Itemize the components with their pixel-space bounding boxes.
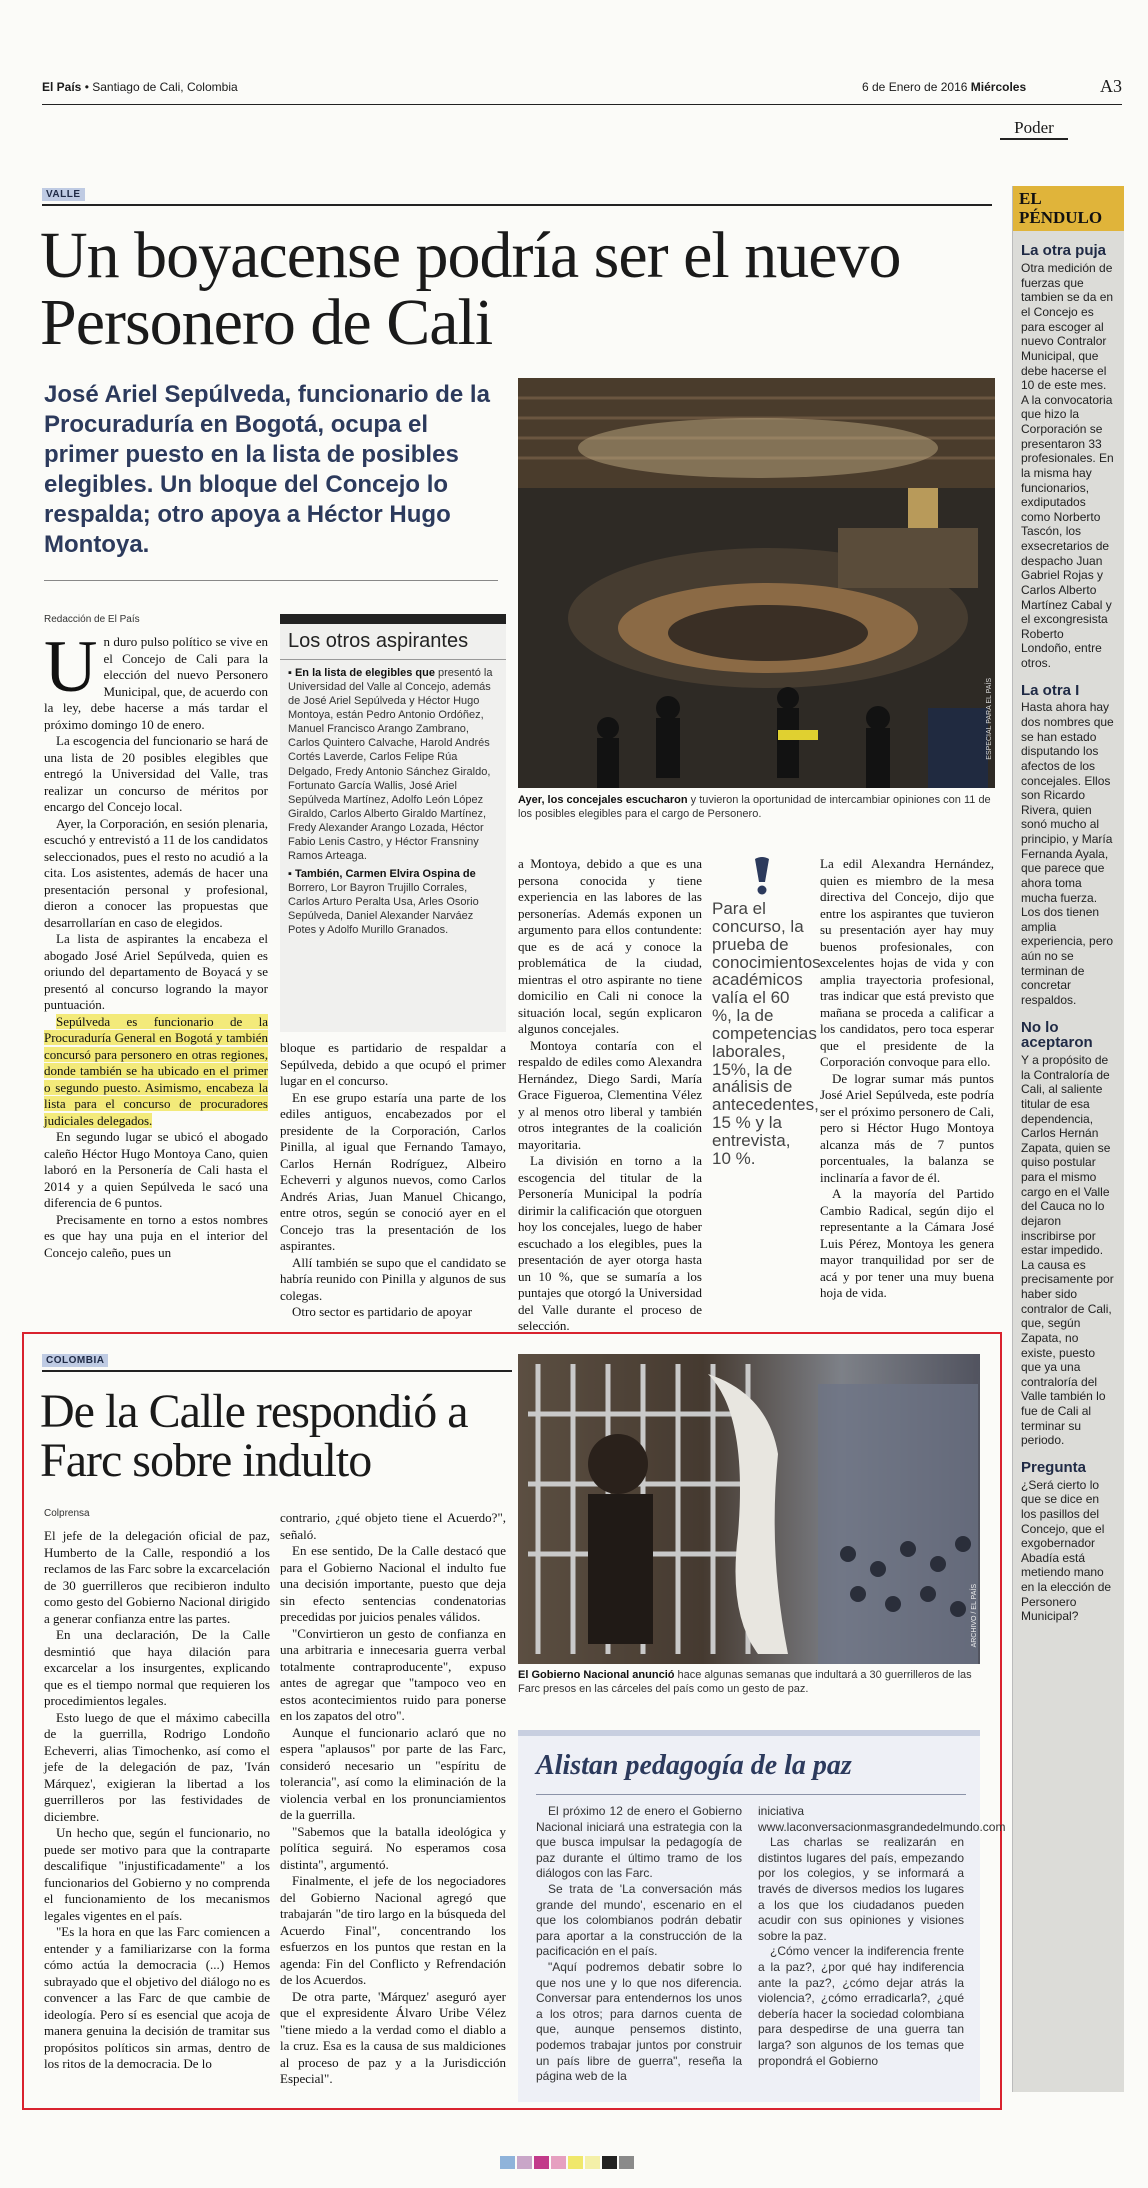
farc-paragraph: "Sabemos que la batalla ideológica y política seguirá. No esperamos cosa distinta", argumentó. (280, 1823, 506, 1872)
prison-photo (518, 1354, 980, 1664)
section-flag-valle: VALLE (42, 188, 85, 201)
masthead-left (42, 80, 238, 94)
sidebar-item-2-lead: ▪ También, Carmen Elvira Ospina de (288, 868, 476, 881)
lead-column-2 (280, 1040, 506, 1321)
council-chamber-illustration (518, 378, 995, 788)
pendulo-heading: La otra I (1021, 681, 1080, 699)
date: 6 de Enero de 2016 (862, 80, 968, 94)
lead-paragraph: De lograr sumar más puntos José Ariel Sepúlveda, este podría ser el próximo personero de Cali, pero si Héctor Hugo Montoya alcanza más de 7 puntos porcentuales, la balanza se inclinaría a favor de él. (820, 1070, 994, 1185)
council-photo (518, 378, 995, 788)
page-number: A3 (1100, 76, 1122, 96)
exclamation-icon (746, 856, 778, 896)
pedagogy-column-2 (758, 1804, 1006, 2069)
farc-photo-caption (518, 1668, 980, 1697)
color-swatch (517, 2156, 532, 2169)
color-swatch (619, 2156, 634, 2169)
pedagogy-paragraph: Se trata de 'La conversación más grande del mundo', escenario en el que los colombianos podrán debatir para aportar a la construcción de la pacificación en el país. (536, 1881, 742, 1959)
lead-deck: José Ariel Sepúlveda, funcionario de la Procuraduría en Bogotá, ocupa el primer puesto en la lista de posibles elegibles. Un bloque del Concejo lo respalda; otro apoya a Héctor Hugo Montoya. (44, 381, 490, 558)
lead-paragraph: Ayer, la Corporación, en sesión plenaria, escuchó y entrevistó a 11 de los candidatos seleccionados, pues el resto no acudió a la cita. Los asistentes, además de hacer una presentación personal y profesional, dieron a conocer las propuestas que desarrollarían en caso de elegidos. (44, 815, 268, 930)
farc-paragraph: Finalmente, el jefe de los negociadores del Gobierno Nacional agregó que trabajarán "de tiro largo en la búsqueda del Acuerdo Final", concentrando los esfuerzos en los puntos que restan en la agenda: Fin del Conflicto y Refrendación de los Acuerdos. (280, 1873, 506, 1987)
pendulo-title: EL PÉNDULO (1013, 186, 1124, 231)
pullquote-text: Para el concurso, la prueba de conocimientos académicos valía el 60 %, la de competencias laborales, 15%, la de análisis de antecedentes, 15 % y la entrevista, 10 %. (712, 899, 821, 1168)
lead-paragraph: Allí también se supo que el candidato se habría reunido con Pinilla y algunos de sus colegas. (280, 1254, 506, 1303)
pedagogy-rule (536, 1794, 966, 1795)
lead-paragraph: a Montoya, debido a que es una persona conocida y tiene experiencia en las labores de las personerías. Además exponen un argumento para ellos contundente: que es de acá y conoce la problemática de la ciudad, mientras el otro aspirante no tiene domicilio en Cali ni conoce la situación local, según explicaron algunos concejales. (518, 856, 702, 1036)
other-candidates-box (280, 614, 506, 1032)
sidebar-body (280, 660, 506, 947)
color-registration-bar (500, 2156, 660, 2170)
farc-paragraph: "Convirtieron un gesto de confianza en una arbitraria e innecesaria guerra verbal totalmente contraproducente", expuso antes de agregar que "tampoco veo en estos acontecimientos ruido para ponerse en los zapatos del otro". (280, 1625, 506, 1723)
el-pendulo-column (1012, 186, 1124, 2092)
farc-paragraph: contrario, ¿qué objeto tiene el Acuerdo?", señaló. (280, 1510, 506, 1542)
farc-byline: Colprensa (44, 1508, 90, 1519)
lead-column-1 (44, 626, 268, 1261)
lead-column-4 (820, 856, 994, 1302)
masthead-rule (42, 104, 1122, 105)
pendulo-heading: La otra puja (1021, 242, 1107, 260)
pendulo-text: ¿Será cierto lo que se dice en los pasillos del Concejo, que el exgobernador Abadía está metiendo mano en la elección de Personero Municipal? (1021, 1477, 1112, 1624)
color-swatch (551, 2156, 566, 2169)
section-flag-colombia: COLOMBIA (42, 1354, 108, 1367)
lead-paragraph: A la mayoría del Partido Cambio Radical, según dijo el representante a la Cámara José Luis Pérez, Montoya les genera mayor tranquilidad por ser de acá y por tener una muy buena hoja de vida. (820, 1186, 994, 1300)
sidebar-title: Los otros aspirantes (280, 624, 506, 660)
farc-photo-credit: ARCHIVO / EL PAÍS (971, 1584, 978, 1648)
lead-paragraph: En segundo lugar se ubicó el abogado caleño Héctor Hugo Montoya Cano, quien laboró en la Personería de Cali hasta el 2014 y a quien Sepúlveda le sacó una diferencia de 6 puntos. (44, 1129, 268, 1210)
paper-location: • Santiago de Cali, Colombia (84, 80, 238, 94)
pedagogy-paragraph: "Aquí podremos debatir sobre lo que nos une y lo que nos diferencia. Conversar para entendernos los unos a los otros; para darnos cuenta de que, aunque pensemos distinto, podemos trabajar juntos por construir un país libre de guerra", reseña la página web de la (536, 1959, 742, 2084)
lead-headline: Un boyacense podría ser el nuevo Personero de Cali (40, 219, 901, 360)
color-swatch (602, 2156, 617, 2169)
drop-cap: U (44, 626, 98, 708)
caption-farc-rest: hace algunas semanas que indultará a 30 guerrilleros de las Farc presos en las cárceles del país como un gesto de paz. (518, 1669, 972, 1696)
pendulo-body (1013, 243, 1124, 1624)
sidebar-item-1-lead: ▪ En la lista de elegibles que (288, 667, 435, 679)
pullquote (712, 856, 821, 1168)
farc-paragraph: En ese sentido, De la Calle destacó que para el Gobierno Nacional el indulto fue una decisión importante, puesto que deja sin efecto sentencias condenatorias precedidas por juicios penales válidos. (280, 1543, 506, 1624)
caption-lead-bold: Ayer, los concejales escucharon (518, 794, 688, 806)
pendulo-heading: Pregunta (1021, 1458, 1087, 1476)
lead-paragraph: Montoya contaría con el respaldo de ediles como Alexandra Hernández, Diego Sardi, María Grace Figueroa, Clementina Vélez y al menos otro liberal y también otros integrantes de la coalición mayoritaria. (518, 1037, 702, 1152)
pedagogy-paragraph: El próximo 12 de enero el Gobierno Nacional iniciará una estrategia con la que busca impulsar la pedagogía de paz durante el último tramo de los diálogos con las Farc. (536, 1804, 742, 1881)
lead-paragraph: n duro pulso político se vive en el Concejo de Cali para la elección del nuevo Personero Municipal, que, de acuerdo con la ley, debe hacerse a más tardar el próximo domingo 10 de enero. (44, 634, 268, 732)
pedagogy-column-1 (536, 1804, 742, 2085)
caption-lead-rest: y tuvieron la oportunidad de intercambiar opiniones con 11 de los posibles elegibles para el cargo de Personero. (518, 794, 991, 821)
masthead (42, 76, 1122, 102)
section-label: Poder (1000, 118, 1068, 140)
sidebar-item-1: presentó la Universidad del Valle al Concejo, además de José Ariel Sepúlveda y Héctor Hugo Montoya, están Pedro Antonio Ordóñez, Manuel Francisco Arango Zambrano, Carlos Quintero Calvache, Harold Andrés Cortés Laverde, Carlos Felipe Rúa Delgado, Fredy Antonio Sánchez Giraldo, Fortunato García Wallis, José Ariel Sepúlveda Martínez, Adolfo León López Giraldo, Carlos Alberto Giraldo Martínez, Fredy Alexander Arango Lozada, Héctor Fabio Lenis Castro, y Héctor Fransniny Ramos Arteaga. (288, 667, 493, 863)
deck-rule (44, 580, 498, 581)
pendulo-heading: No lo aceptaron (1021, 1018, 1093, 1052)
weekday: Miércoles (970, 80, 1027, 94)
farc-paragraph: En una declaración, De la Calle desmintió que haya dilación para excarcelar a los insurgentes, explicando que es el tiempo normal que requieren los procedimientos legales. (44, 1627, 270, 1708)
farc-paragraph: "Es la hora en que las Farc comiencen a entender y a familiarizarse con la forma cómo actúa la democracia (...) Hemos subrayado que el objetivo del diálogo no es convencer a las Farc de que cambie de ideología. Pero sí es esencial que acoja de manera genuina la decisión de tramitar sus propósitos políticos sin armas, dentro de los ritos de la democracia. De lo (44, 1924, 270, 2071)
sidebar-item-2: Borrero, Lor Bayron Trujillo Corrales, Carlos Arturo Peralta Usa, Arles Osorio Sepúlveda, Daniel Alexander Narváez Potes y Adolfo Murillo Granados. (288, 882, 479, 937)
masthead-date (862, 80, 1026, 94)
lead-paragraph: La escogencia del funcionario se hará de una lista de 20 posibles elegibles que entregó la Universidad del Valle, tras realizar un concurso de méritos por encargo del Concejo local. (44, 733, 268, 814)
pedagogy-title: Alistan pedagogía de la paz (536, 1750, 852, 1781)
pedagogy-paragraph: Las charlas se realizarán en distintos lugares del país, empezando por los colegios, y se informará a través de diversos medios los lugares a los que los ciudadanos pueden acudir con sus opiniones y visiones sobre la paz. (758, 1835, 964, 1943)
lead-byline: Redacción de El País (44, 614, 140, 625)
farc-headline: De la Calle respondió a Farc sobre indulto (40, 1385, 468, 1487)
lead-photo-credit: ESPECIAL PARA EL PAÍS (986, 678, 993, 760)
farc-paragraph: De otra parte, 'Márquez' aseguró ayer que el expresidente Álvaro Uribe Vélez "tiene miedo a la verdad como el diablo a la cruz. Esa es la causa de sus maldiciones al proceso de paz y a la Jurisdicción Especial". (280, 1988, 506, 2086)
lead-top-rule (42, 204, 992, 206)
farc-paragraph: El jefe de la delegación oficial de paz, Humberto de la Calle, respondió a los reclamos de las Farc sobre la excarcelación de 30 guerrilleros que recibieron indulto como gesto del Gobierno Nacional dirigido a generar confianza entre las partes. (44, 1528, 270, 1626)
pendulo-text: Y a propósito de la Contraloría de Cali, al saliente titular de esa dependencia, Carlos Hernán Zapata, quien se quiso postular para el mismo cargo en el Valle del Cauca no lo dejaron inscribirse por estar impedido. La causa es precisamente por haber sido contralor de Cali, que, según Zapata, no existe, puesto que ya una contraloría del Valle también lo fue de Cali al terminar su periodo. (1021, 1053, 1114, 1448)
lead-paragraph: Precisamente en torno a estos nombres es que hay una puja en el interior del Concejo caleño, pues un (44, 1211, 268, 1260)
color-swatch (500, 2156, 515, 2169)
pedagogy-box (518, 1730, 1006, 2102)
lead-paragraph: La división en torno a la escogencia del titular de la Personería Municipal la podría dirimir la calificación que otorguen hoy los concejales, luego de haber escuchado a los elegibles, pues la presentación de ayer otorga hasta un 10 %, que se sumaría a los puntajes que otorgó la Universidad del Valle durante el proceso de selección. (518, 1153, 702, 1333)
lead-paragraph: En ese grupo estaría una parte de los ediles antiguos, encabezados por el presidente de la Corporación, Carlos Pinilla, al igual que Fernando Tamayo, Carlos Hernán Rodríguez, Albeiro Echeverri y algunos nuevos, como Carlos Andrés Arias, Juan Manuel Chicango, entre otros, según se conoció ayer en el Concejo tras la presentación de los aspirantes. (280, 1089, 506, 1253)
lead-paragraph: La edil Alexandra Hernández, quien es miembro de la mesa directiva del Concejo, dijo que entre los aspirantes que tuvieron su presentación ayer hay muy buenos profesionales, con excelentes hojas de vida y con amplia trayectoria profesional, tras indicar que está previsto que mañana se proceda a calificar a los candidatos, pero toca esperar que el presidente de la Corporación convoque para ello. (820, 856, 994, 1069)
pedagogy-paragraph: iniciativa www.laconversacionmasgrandedelmundo.com (758, 1804, 1006, 1834)
lead-paragraph: La lista de aspirantes la encabeza el abogado José Ariel Sepúlveda, quien es oriundo del departamento de Boyacá y se presentó al concurso logrando la mayor puntuación. (44, 931, 268, 1012)
farc-column-2 (280, 1510, 506, 2088)
color-swatch (534, 2156, 549, 2169)
farc-top-rule (42, 1370, 512, 1372)
highlighted-passage: Sepúlveda es funcionario de la Procuraduría General en Bogotá y también concursó para personero en otras regiones, donde también se ha ubicado en el primer o segundo puesto. Asimismo, encabeza la lista para el concurso de procuradores judiciales delegados. (44, 1013, 268, 1128)
lead-paragraph: Otro sector es partidario de apoyar (292, 1304, 473, 1319)
color-swatch (568, 2156, 583, 2169)
caption-farc-bold: El Gobierno Nacional anunció (518, 1669, 675, 1681)
paper-name: El País (42, 80, 82, 94)
lead-column-3 (518, 856, 702, 1335)
farc-paragraph: Esto luego de que el máximo cabecilla de la guerrilla, Rodrigo Londoño Echeverri, alias Timochenko, así como el jefe de la delegación de paz, 'Iván Márquez', exigieran la libertad a los guerrilleros por las festividades de diciembre. (44, 1709, 270, 1824)
farc-paragraph: Un hecho que, según el funcionario, no puede ser motivo para que la contraparte descalifique "injustificadamente" a los funcionarios del Gobierno y no comprenda el funcionamiento de los mecanismos legales vigentes en el país. (44, 1825, 270, 1923)
farc-paragraph: Aunque el funcionario aclaró que no espera "aplausos" por parte de las Farc, consideró necesario un "espíritu de tolerancia", así como la eliminación de la violencia verbal en los pronunciamientos de la guerrilla. (280, 1724, 506, 1822)
lead-paragraph: bloque es partidario de respaldar a Sepúlveda, debido a que ocupó el primer lugar en el concurso. (280, 1040, 506, 1088)
prison-bars-illustration (518, 1354, 980, 1664)
color-swatch (585, 2156, 600, 2169)
pendulo-text: Hasta ahora hay dos nombres que se han estado disputando los afectos de los concejales. Ellos son Ricardo Rivera, quien sonó mucho al principio, y María Fernanda Ayala, que parece que ahora toma mucha fuerza. Los dos tienen amplia experiencia, pero aún no se terminan de concretar respaldos. (1021, 700, 1114, 1007)
pedagogy-top-band (518, 1730, 980, 1736)
farc-column-1 (44, 1528, 270, 2073)
lead-photo-caption (518, 793, 995, 822)
pendulo-text: Otra medición de fuerzas que tambien se da en el Concejo es para escoger al nuevo Contralor Municipal, que debe hacerse el 10 de este mes. A la convocatoria que hizo la Corporación se presentaron 33 profesionales. En la misma hay funcionarios, exdiputados como Norberto Tascón, los exsecretarios de despacho Juan Gabriel Rojas y Carlos Alberto Martínez Cabal y el excongresista Roberto Londoño, entre otros. (1021, 261, 1114, 670)
pedagogy-paragraph: ¿Cómo vencer la indiferencia frente a la paz?, ¿por qué hay indiferencia ante la paz?, ¿cómo dejar atrás la violencia?, ¿cómo erradicarla?, ¿qué debería hacer la sociedad colombiana para despedirse de una guerra tan larga? son algunos de los temas que propondrá el Gobierno (758, 1944, 964, 2068)
